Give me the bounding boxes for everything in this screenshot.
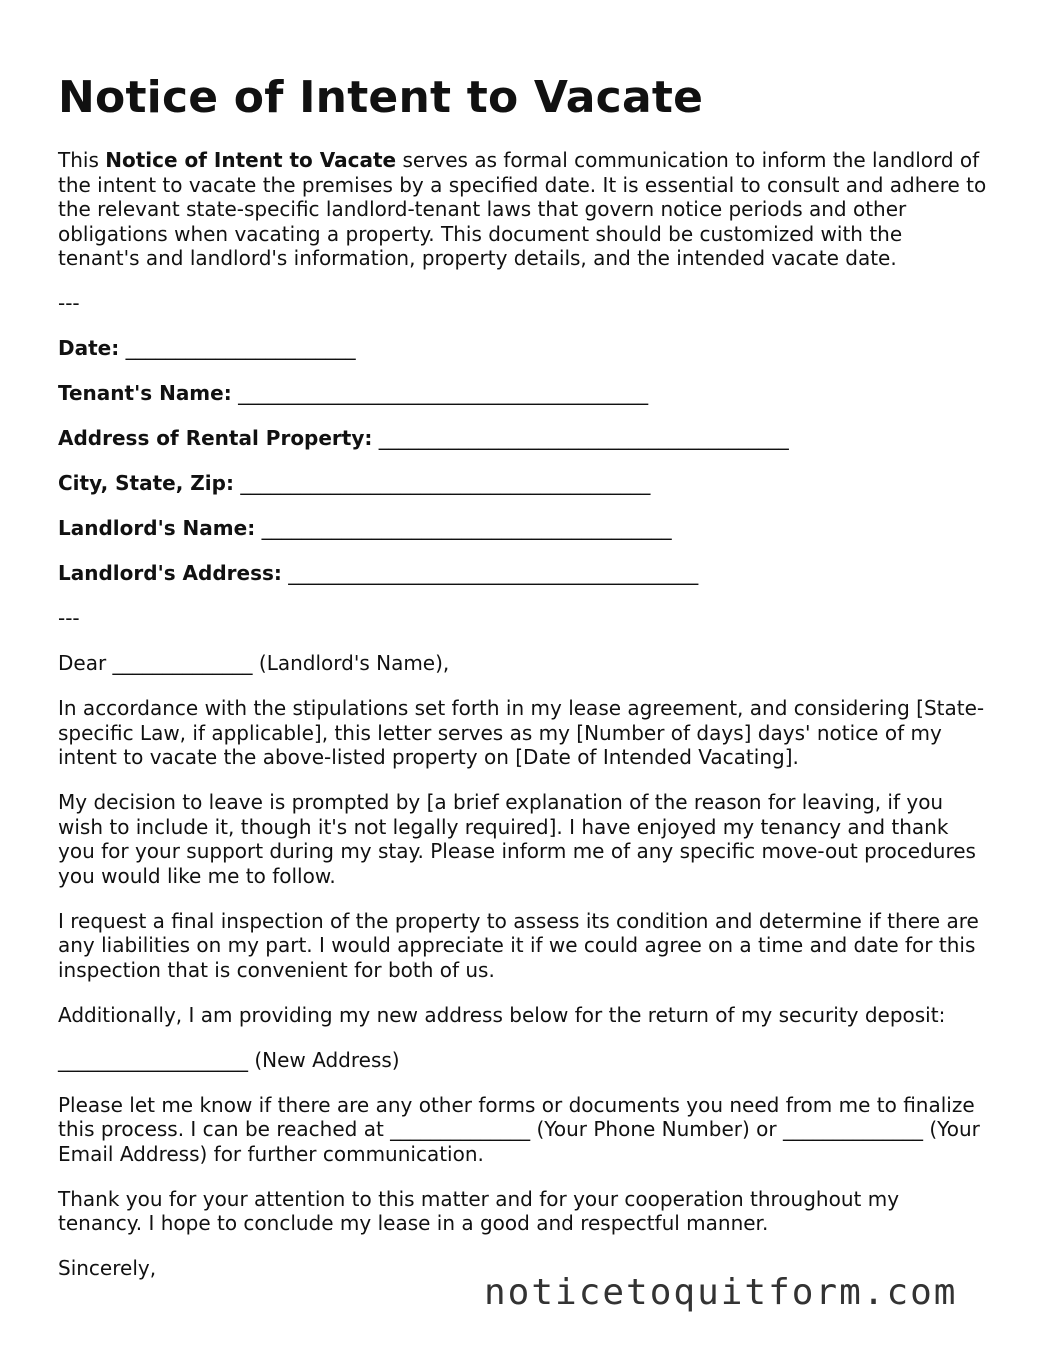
new-address-line: ___________________ (New Address)	[58, 1047, 400, 1072]
field-blank: _________________________________________	[240, 471, 651, 495]
field-landlord-address	[58, 561, 988, 586]
field-tenant-name	[58, 381, 988, 406]
intro-prefix: This	[58, 148, 106, 172]
field-rental-address	[58, 426, 988, 451]
closing: Sincerely,	[58, 1256, 157, 1280]
field-label: Landlord's Name:	[58, 516, 256, 540]
intro-paragraph	[58, 148, 988, 271]
body-paragraph-thanks: Thank you for your attention to this matter and for your cooperation throughout my tenancy. I hope to conclude my lease in a good and respectful manner.	[58, 1186, 900, 1235]
separator-top: ---	[58, 291, 80, 315]
field-city-state-zip	[58, 471, 988, 496]
field-blank: _________________________________________	[288, 561, 699, 585]
field-blank: _______________________	[125, 336, 356, 360]
salutation: Dear ______________ (Landlord's Name),	[58, 651, 450, 675]
intro-bold-title: Notice of Intent to Vacate	[105, 148, 397, 172]
document-title: Notice of Intent to Vacate	[58, 72, 704, 123]
separator-bottom: ---	[58, 606, 80, 630]
body-paragraph-inspection: I request a final inspection of the property to assess its condition and determine if there are any liabilities on my part. I would appreciate it if we could agree on a time and date for this inspection that is convenient for both of us.	[58, 908, 979, 982]
field-blank: _________________________________________	[261, 516, 672, 540]
field-blank: _________________________________________	[238, 381, 649, 405]
body-paragraph-reason: My decision to leave is prompted by [a brief explanation of the reason for leaving, if you wish to include it, though it's not legally required]. I have enjoyed my tenancy and thank you for your support during my stay. Please inform me of any specific move-out procedures you would like me to follow.	[58, 790, 976, 888]
document-page	[58, 72, 988, 1301]
field-date	[58, 336, 988, 361]
body-paragraph-contact: Please let me know if there are any other forms or documents you need from me to finalize this process. I can be reached at ______________ (Your Phone Number) or ______________ (Your Email Address) for further communication.	[58, 1092, 980, 1166]
body-paragraph-deposit: Additionally, I am providing my new address below for the return of my security deposit:	[58, 1002, 946, 1027]
field-label: Landlord's Address:	[58, 561, 282, 585]
field-blank: _________________________________________	[378, 426, 789, 450]
watermark: noticetoquitform.com	[484, 1272, 958, 1313]
intro-rest: serves as formal communication to inform the landlord of the intent to vacate the premises by a specified date. It is essential to consult and adhere to the relevant state-specific landlord-tenant laws that govern notice periods and other obligations when vacating a property. This document should be customized with the tenant's and landlord's information, property details, and the intended vacate date.	[58, 148, 987, 270]
field-landlord-name	[58, 516, 988, 541]
field-label: City, State, Zip:	[58, 471, 234, 495]
field-label: Tenant's Name:	[58, 381, 232, 405]
field-label: Address of Rental Property:	[58, 426, 373, 450]
body-paragraph-notice: In accordance with the stipulations set forth in my lease agreement, and considering [State-specific Law, if applicable], this letter serves as my [Number of days] days' notice of my intent to vacate the above-listed property on [Date of Intended Vacating].	[58, 696, 985, 769]
field-label: Date:	[58, 336, 120, 360]
